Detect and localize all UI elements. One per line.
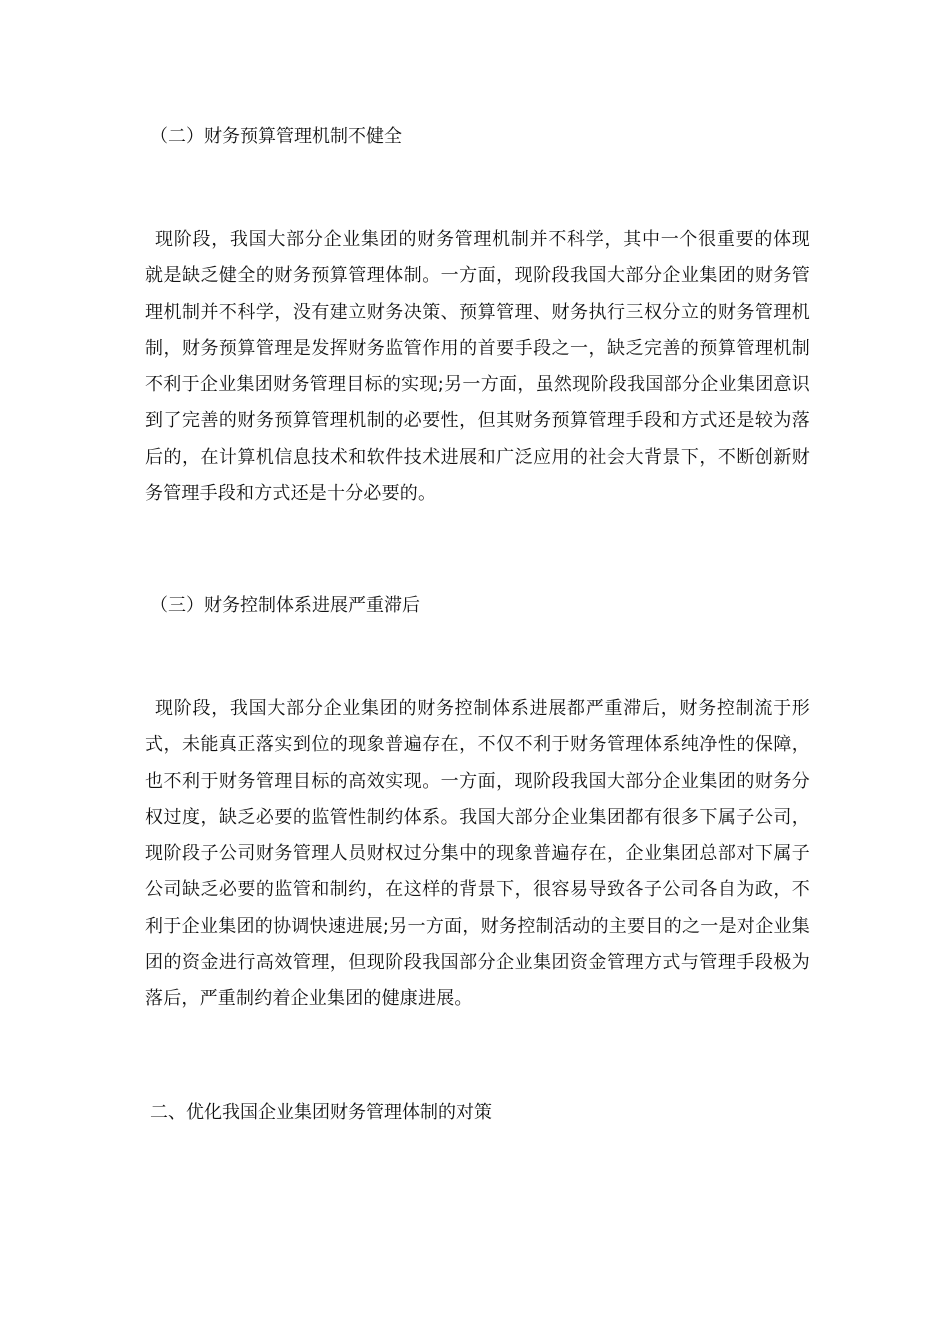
section-paragraph-budget-mechanism: 现阶段，我国大部分企业集团的财务管理机制并不科学，其中一个很重要的体现就是缺乏健全的财务预算管理体制。一方面，现阶段我国大部分企业集团的财务管理机制并不科学，没有建立财务决策、预算管理、财务执行三权分立的财务管理机制，财务预算管理是发挥财务监管作用的首要手段之一，缺乏完善的预算管理机制不利于企业集团财务管理目标的实现;另一方面，虽然现阶段我国部分企业集团意识到了完善的财务预算管理机制的必要性，但其财务预算管理手段和方式还是较为落后的，在计算机信息技术和软件技术进展和广泛应用的社会大背景下，不断创新财务管理手段和方式还是十分必要的。 <box>145 229 810 505</box>
section-heading-budget-mechanism: （二）财务预算管理机制不健全 <box>150 126 402 147</box>
major-heading-optimization: 二、优化我国企业集团财务管理体制的对策 <box>150 1102 492 1123</box>
section-paragraph-financial-control: 现阶段，我国大部分企业集团的财务控制体系进展都严重滞后，财务控制流于形式，未能真正落实到位的现象普遍存在，不仅不利于财务管理体系纯净性的保障，也不利于财务管理目标的高效实现。一方面，现阶段我国大部分企业集团的财务分权过度，缺乏必要的监管性制约体系。我国大部分企业集团都有很多下属子公司，现阶段子公司财务管理人员财权过分集中的现象普遍存在，企业集团总部对下属子公司缺乏必要的监管和制约，在这样的背景下，很容易导致各子公司各自为政，不利于企业集团的协调快速进展;另一方面，财务控制活动的主要目的之一是对企业集团的资金进行高效管理，但现阶段我国部分企业集团资金管理方式与管理手段极为落后，严重制约着企业集团的健康进展。 <box>145 698 810 1010</box>
section-heading-financial-control: （三）财务控制体系进展严重滞后 <box>150 595 420 616</box>
